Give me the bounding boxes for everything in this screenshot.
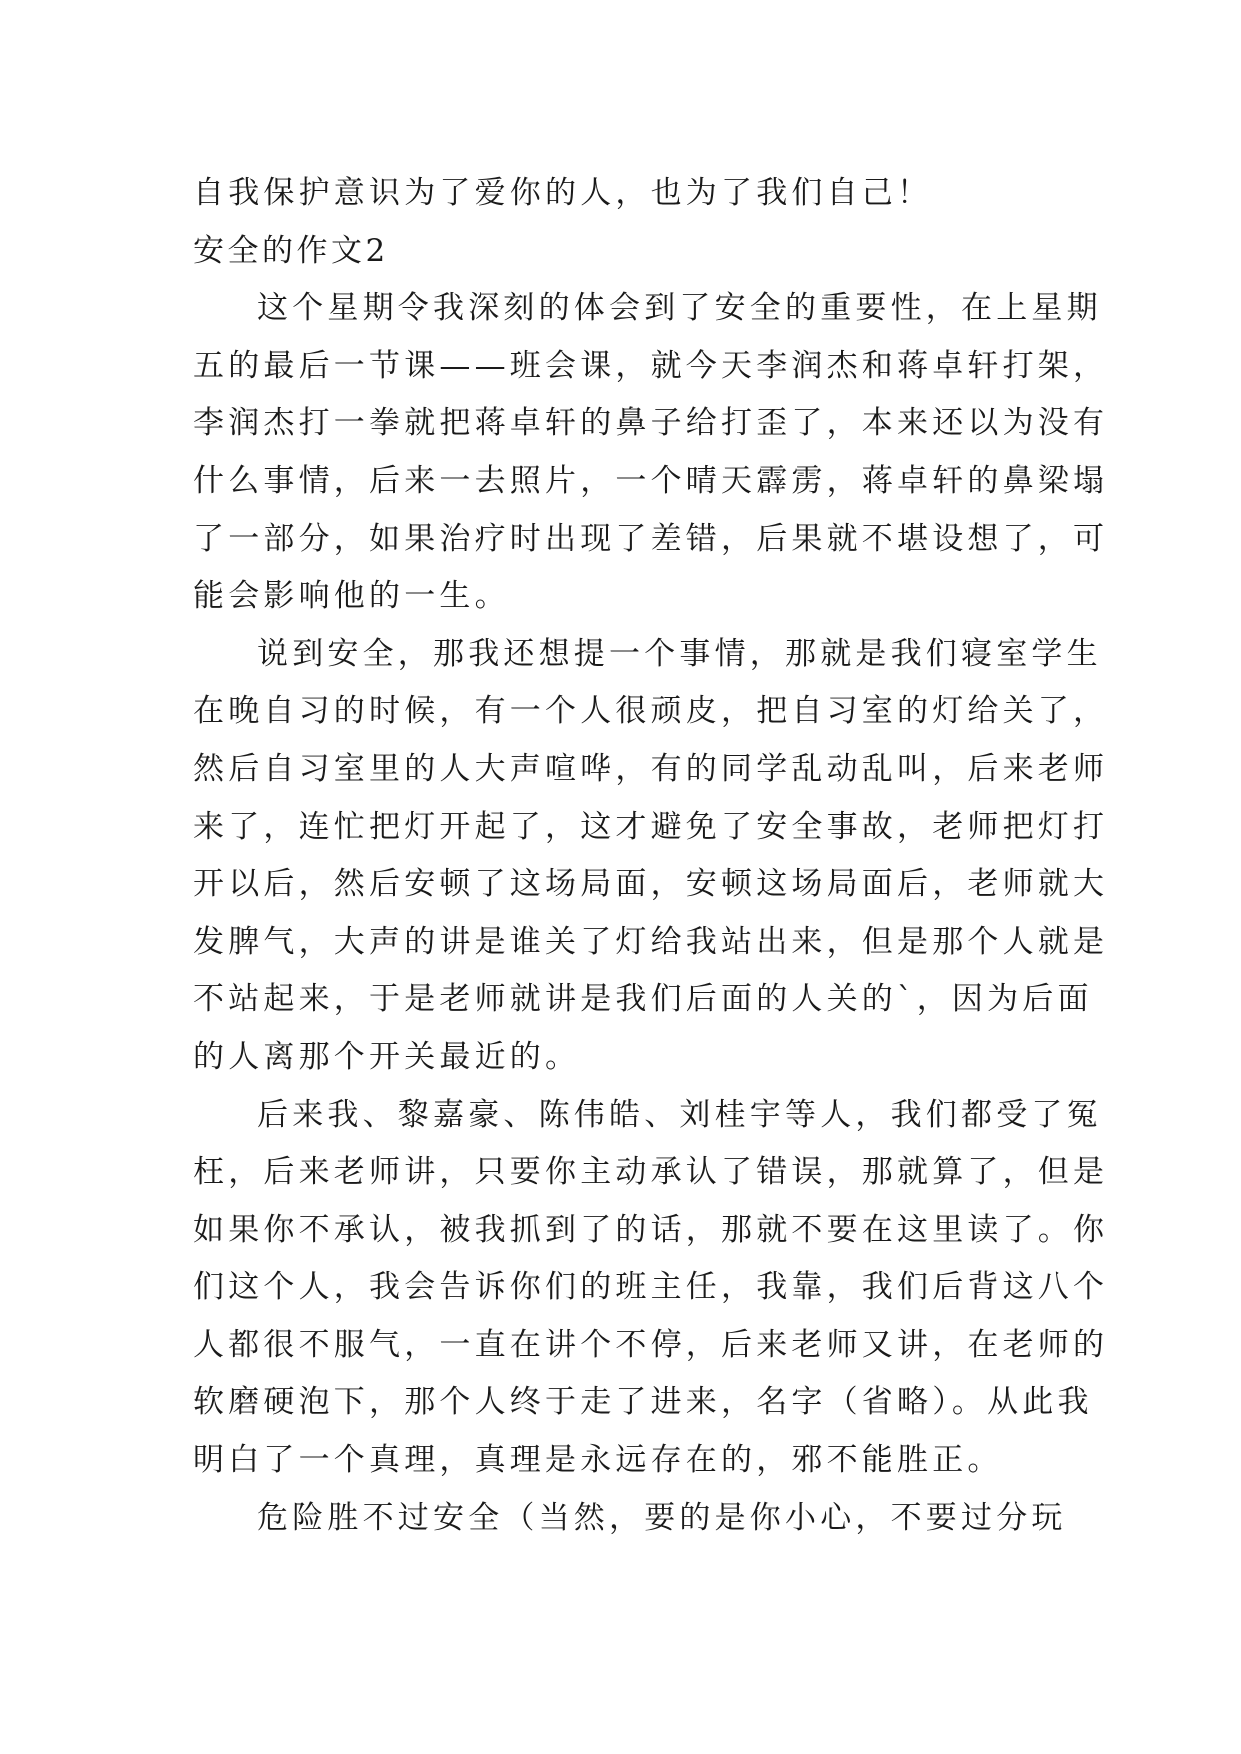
paragraph-first-line: 说到安全，那我还想提一个事情，那就是我们寝室学生 xyxy=(257,635,1102,672)
text-line: 发脾气，大声的讲是谁关了灯给我站出来，但是那个人就是 xyxy=(193,923,1109,960)
paragraph-first-line: 这个星期令我深刻的体会到了安全的重要性，在上星期 xyxy=(257,290,1102,327)
text-line: 什么事情，后来一去照片，一个晴天霹雳，蒋卓轩的鼻梁塌 xyxy=(193,462,1109,499)
text-line: 在晚自习的时候，有一个人很顽皮，把自习室的灯给关了， xyxy=(193,693,1109,730)
text-line: 了一部分，如果治疗时出现了差错，后果就不堪设想了，可 xyxy=(193,520,1109,557)
essay-heading: 安全的作文2 xyxy=(193,232,389,269)
text-line: 五的最后一节课——班会课，就今天李润杰和蒋卓轩打架， xyxy=(193,347,1109,384)
text-line: 软磨硬泡下，那个人终于走了进来，名字（省略）。从此我 xyxy=(193,1384,1093,1421)
essay-text xyxy=(193,165,1109,1547)
text-line: 如果你不承认，被我抓到了的话，那就不要在这里读了。你 xyxy=(193,1211,1109,1248)
text-line: 然后自习室里的人大声喧哗，有的同学乱动乱叫，后来老师 xyxy=(193,750,1109,787)
text-line: 李润杰打一拳就把蒋卓轩的鼻子给打歪了，本来还以为没有 xyxy=(193,405,1109,442)
text-line: 不站起来，于是老师就讲是我们后面的人关的`，因为后面 xyxy=(193,981,1093,1018)
paragraph-first-line: 危险胜不过安全（当然，要的是你小心，不要过分玩 xyxy=(257,1499,1067,1536)
text-line: 能会影响他的一生。 xyxy=(193,578,510,615)
text-line: 明白了一个真理，真理是永远存在的，邪不能胜正。 xyxy=(193,1442,1003,1479)
text-line: 枉，后来老师讲，只要你主动承认了错误，那就算了，但是 xyxy=(193,1154,1109,1191)
text-line: 来了，连忙把灯开起了，这才避免了安全事故，老师把灯打 xyxy=(193,808,1109,845)
text-line: 人都很不服气，一直在讲个不停，后来老师又讲，在老师的 xyxy=(193,1326,1109,1363)
text-line: 开以后，然后安顿了这场局面，安顿这场局面后，老师就大 xyxy=(193,866,1109,903)
text-line: 们这个人，我会告诉你们的班主任，我靠，我们后背这八个 xyxy=(193,1269,1109,1306)
text-line: 自我保护意识为了爱你的人，也为了我们自己！ xyxy=(193,175,933,211)
paragraph-first-line: 后来我、黎嘉豪、陈伟皓、刘桂宇等人，我们都受了冤 xyxy=(257,1096,1102,1133)
text-line: 的人离那个开关最近的。 xyxy=(193,1038,581,1075)
